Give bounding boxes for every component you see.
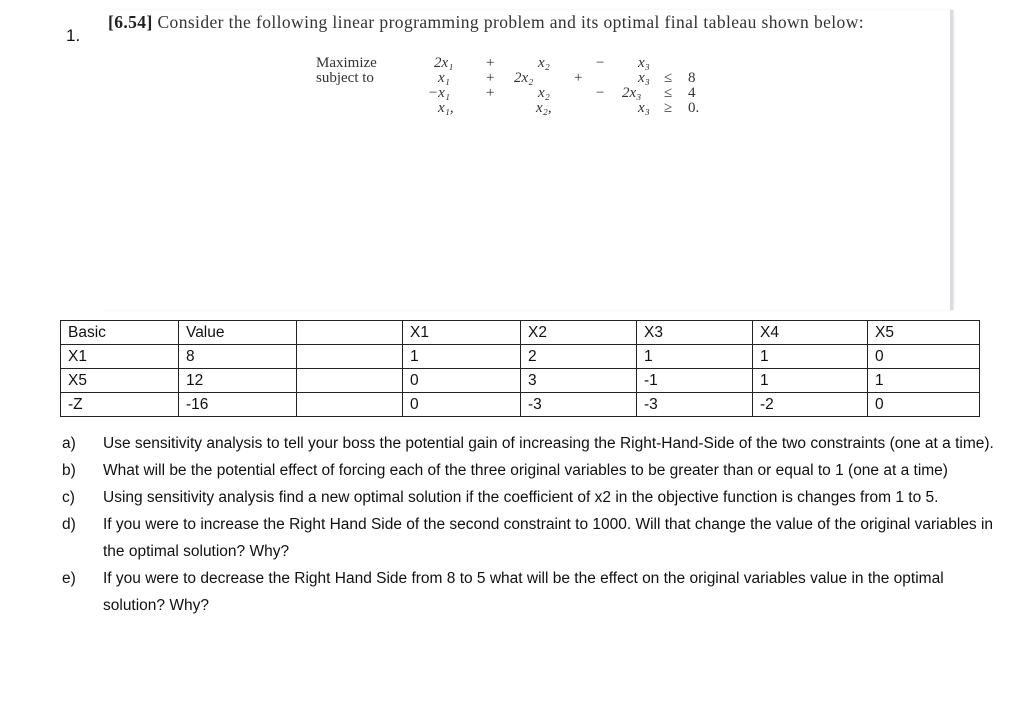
table-row — [61, 345, 980, 369]
c2-term-x2: x₂ — [538, 85, 550, 101]
table-row — [61, 393, 980, 417]
header-cell: Value — [179, 321, 297, 345]
table-cell: 1 — [868, 369, 980, 393]
problem-reference: [6.54] — [108, 12, 153, 32]
table-cell: X1 — [61, 345, 179, 369]
question-text: Using sensitivity analysis find a new optimal solution if the coefficient of x2 in the objective function is changes from 1 to 5. — [103, 489, 939, 506]
question-text: What will be the potential effect of forcing each of the three original variables to be greater than or equal to 1 (one at a time) — [103, 462, 948, 479]
c1-rhs: 8 — [688, 70, 696, 86]
scanned-problem-image — [104, 10, 953, 310]
question-label: d) — [62, 516, 76, 533]
header-cell: X5 — [868, 321, 980, 345]
header-cell: X4 — [753, 321, 868, 345]
question-text: If you were to increase the Right Hand Side of the second constraint to 1000. Will that change the value of the original variables in the optimal solution? Why? — [103, 516, 994, 560]
question-label: b) — [62, 462, 76, 479]
question-text: If you were to decrease the Right Hand Side from 8 to 5 what will be the effect on the original variables value in the optimal solution? Why? — [103, 570, 944, 614]
question-label: c) — [62, 489, 75, 506]
problem-number: 1. — [66, 26, 81, 45]
list-item — [62, 511, 1002, 565]
c2-op-1: + — [486, 85, 495, 101]
table-cell — [297, 345, 403, 369]
obj-term-x2: x₂ — [538, 55, 550, 71]
table-cell: 0 — [868, 393, 980, 417]
table-cell: 2 — [521, 345, 637, 369]
table-cell: 0 — [403, 369, 521, 393]
table-cell — [297, 393, 403, 417]
list-item — [62, 565, 1002, 619]
nn-x2: x₂, — [536, 100, 552, 116]
c1-term-x1: x₁ — [438, 70, 450, 86]
table-cell: 1 — [637, 345, 753, 369]
table-cell: -3 — [637, 393, 753, 417]
c2-term-x1: −x₁ — [428, 85, 450, 101]
table-cell: -2 — [753, 393, 868, 417]
table-cell: 12 — [179, 369, 297, 393]
table-cell: -3 — [521, 393, 637, 417]
question-list — [62, 430, 1002, 619]
problem-intro: Consider the following linear programming problem and its optimal final tableau shown below: — [157, 12, 864, 32]
obj-term-x3: x₃ — [638, 55, 650, 71]
list-item — [62, 430, 1002, 457]
table-cell: 1 — [753, 345, 868, 369]
list-item — [62, 484, 1002, 511]
list-item — [62, 457, 1002, 484]
nn-rhs: 0. — [688, 100, 700, 116]
table-cell: 0 — [868, 345, 980, 369]
subject-to-label: subject to — [316, 70, 374, 86]
maximize-label: Maximize — [316, 55, 377, 71]
table-cell: -16 — [179, 393, 297, 417]
c2-term-x3: 2x₃ — [622, 85, 642, 101]
c1-term-x3: x₃ — [638, 70, 650, 86]
c1-op-2: + — [574, 70, 583, 86]
obj-op-1: + — [486, 55, 495, 71]
obj-term-x1: 2x₁ — [434, 55, 454, 71]
question-label: e) — [62, 570, 76, 587]
question-text: Use sensitivity analysis to tell your boss the potential gain of increasing the Right-Hand-Side of the two constraints (one at a time). — [103, 435, 994, 452]
table-cell: 0 — [403, 393, 521, 417]
header-cell: Basic — [61, 321, 179, 345]
c1-op-1: + — [486, 70, 495, 86]
header-cell: X1 — [403, 321, 521, 345]
header-cell: X3 — [637, 321, 753, 345]
c2-op-2: − — [596, 85, 605, 101]
nn-x1: x₁, — [438, 100, 454, 116]
final-tableau — [60, 320, 980, 417]
table-cell: X5 — [61, 369, 179, 393]
table-row — [61, 369, 980, 393]
c1-relation: ≤ — [664, 70, 673, 86]
nn-x3: x₃ — [638, 100, 650, 116]
tableau-header-row — [61, 321, 980, 345]
obj-op-2: − — [596, 55, 605, 71]
header-cell — [297, 321, 403, 345]
table-cell: 1 — [403, 345, 521, 369]
problem-statement — [108, 14, 938, 31]
table-cell: -1 — [637, 369, 753, 393]
header-cell: X2 — [521, 321, 637, 345]
table-cell: 8 — [179, 345, 297, 369]
c1-term-x2: 2x₂ — [514, 70, 534, 86]
question-label: a) — [62, 435, 76, 452]
table-cell: -Z — [61, 393, 179, 417]
table-cell: 3 — [521, 369, 637, 393]
table-cell — [297, 369, 403, 393]
nn-relation: ≥ — [664, 100, 673, 116]
c2-relation: ≤ — [664, 85, 673, 101]
table-cell: 1 — [753, 369, 868, 393]
c2-rhs: 4 — [688, 85, 696, 101]
